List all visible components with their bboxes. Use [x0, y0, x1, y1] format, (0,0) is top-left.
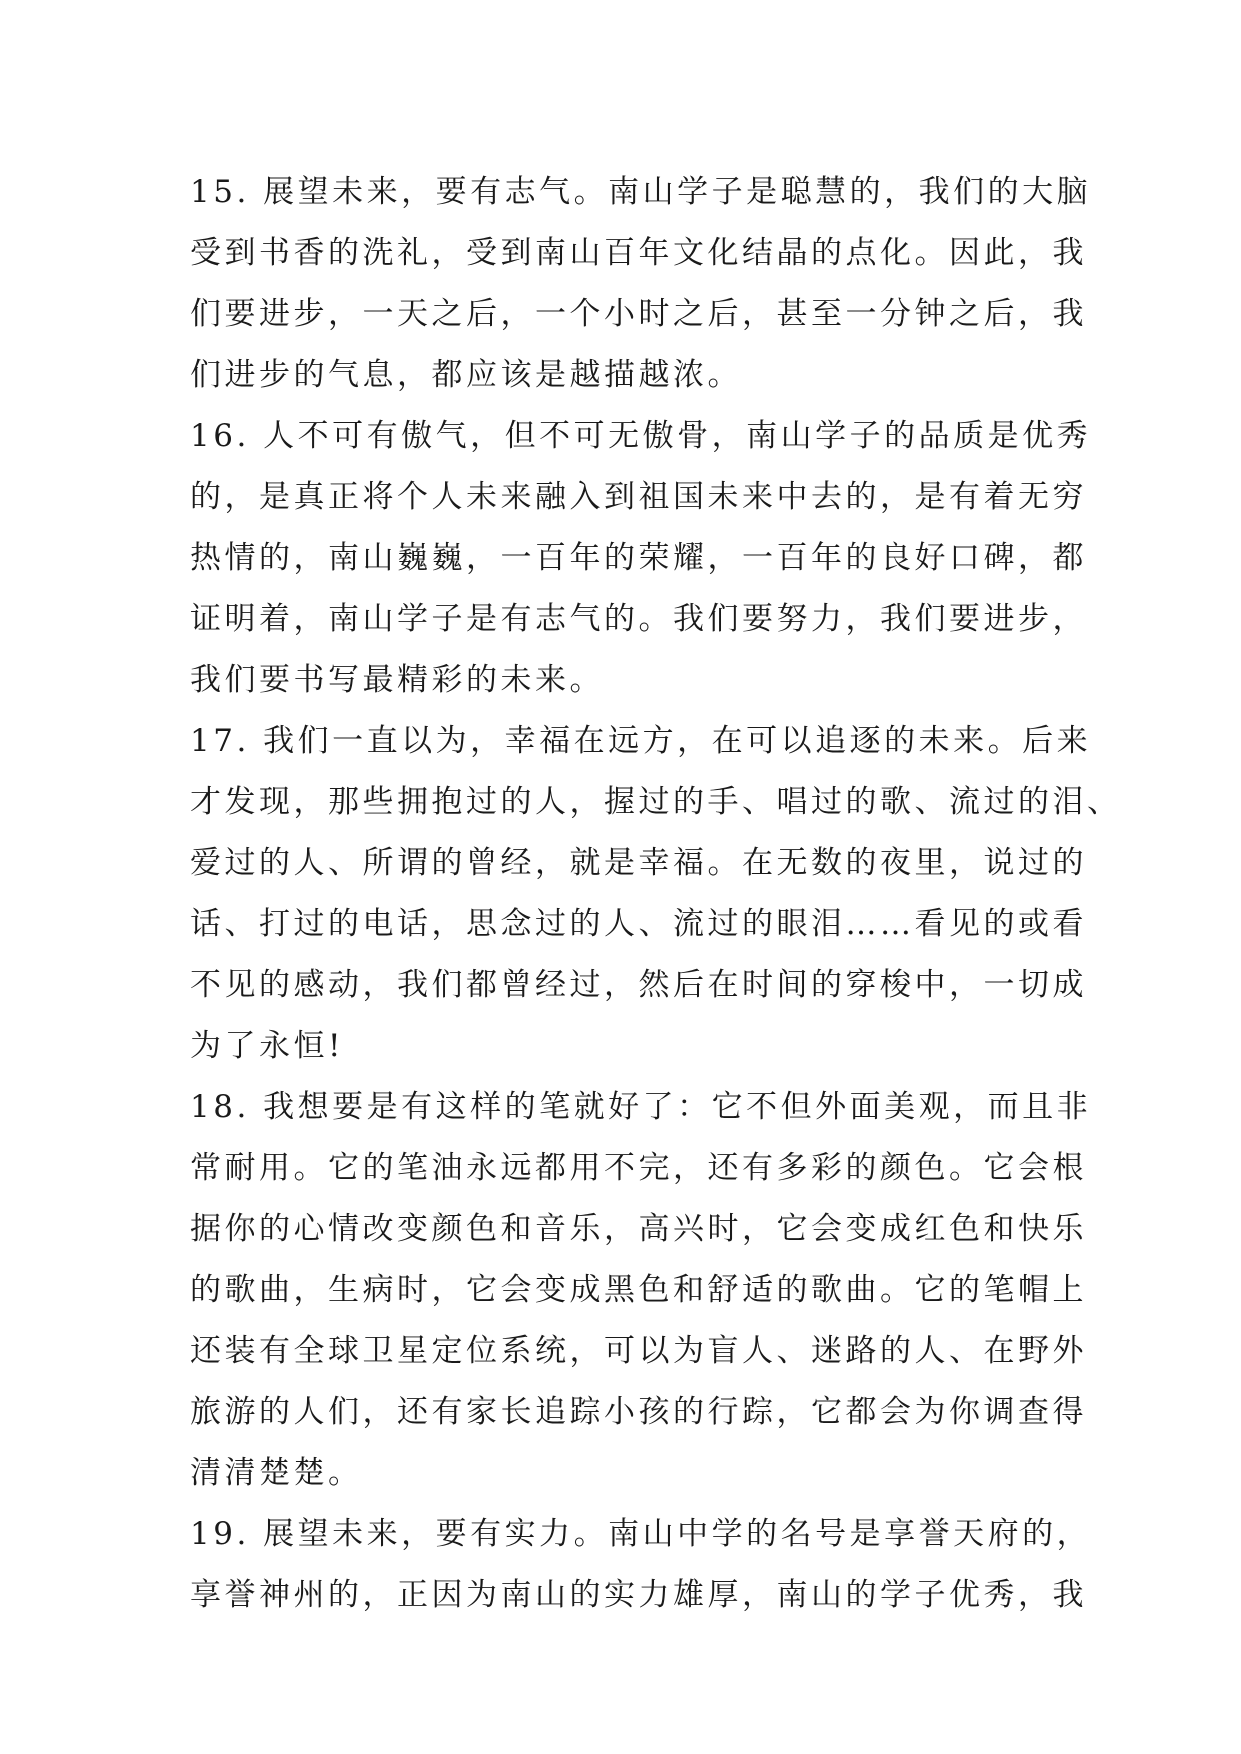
text-line: 的歌曲，生病时，它会变成黑色和舒适的歌曲。它的笔帽上 [190, 1272, 1087, 1308]
text-line: 爱过的人、所谓的曾经，就是幸福。在无数的夜里，说过的 [190, 845, 1087, 881]
paragraph-16 [190, 406, 1092, 711]
text-line: 清清楚楚。 [190, 1455, 363, 1491]
text-line: 为了永恒! [190, 1028, 344, 1064]
text-line: 的，是真正将个人未来融入到祖国未来中去的，是有着无穷 [190, 479, 1087, 515]
document-body [190, 162, 1122, 1626]
paragraph-15 [190, 162, 1092, 406]
text-line: 据你的心情改变颜色和音乐，高兴时，它会变成红色和快乐 [190, 1211, 1087, 1247]
text-line: 我们要书写最精彩的未来。 [190, 662, 604, 698]
text-line: 19. 展望未来，要有实力。南山中学的名号是享誉天府的， [190, 1516, 1092, 1552]
text-line: 17. 我们一直以为，幸福在远方，在可以追逐的未来。后来 [190, 723, 1092, 759]
paragraph-17 [190, 711, 1122, 1077]
text-line: 享誉神州的，正因为南山的实力雄厚，南山的学子优秀，我 [190, 1577, 1087, 1613]
text-line: 16. 人不可有傲气，但不可无傲骨，南山学子的品质是优秀 [190, 418, 1092, 454]
text-line: 旅游的人们，还有家长追踪小孩的行踪，它都会为你调查得 [190, 1394, 1087, 1430]
text-line: 话、打过的电话，思念过的人、流过的眼泪……看见的或看 [190, 906, 1087, 942]
text-line: 热情的，南山巍巍，一百年的荣耀，一百年的良好口碑，都 [190, 540, 1087, 576]
text-line: 们要进步，一天之后，一个小时之后，甚至一分钟之后，我 [190, 296, 1087, 332]
text-line: 证明着，南山学子是有志气的。我们要努力，我们要进步， [190, 601, 1087, 637]
text-line: 不见的感动，我们都曾经过，然后在时间的穿梭中，一切成 [190, 967, 1087, 1003]
text-line: 常耐用。它的笔油永远都用不完，还有多彩的颜色。它会根 [190, 1150, 1087, 1186]
paragraph-18 [190, 1077, 1092, 1504]
text-line: 受到书香的洗礼，受到南山百年文化结晶的点化。因此，我 [190, 235, 1087, 271]
paragraph-19 [190, 1504, 1092, 1626]
text-line: 才发现，那些拥抱过的人，握过的手、唱过的歌、流过的泪、 [190, 784, 1122, 820]
text-line: 还装有全球卫星定位系统，可以为盲人、迷路的人、在野外 [190, 1333, 1087, 1369]
text-line: 18. 我想要是有这样的笔就好了：它不但外面美观，而且非 [190, 1089, 1092, 1125]
text-line: 15. 展望未来，要有志气。南山学子是聪慧的，我们的大脑 [190, 174, 1092, 210]
text-line: 们进步的气息，都应该是越描越浓。 [190, 357, 742, 393]
